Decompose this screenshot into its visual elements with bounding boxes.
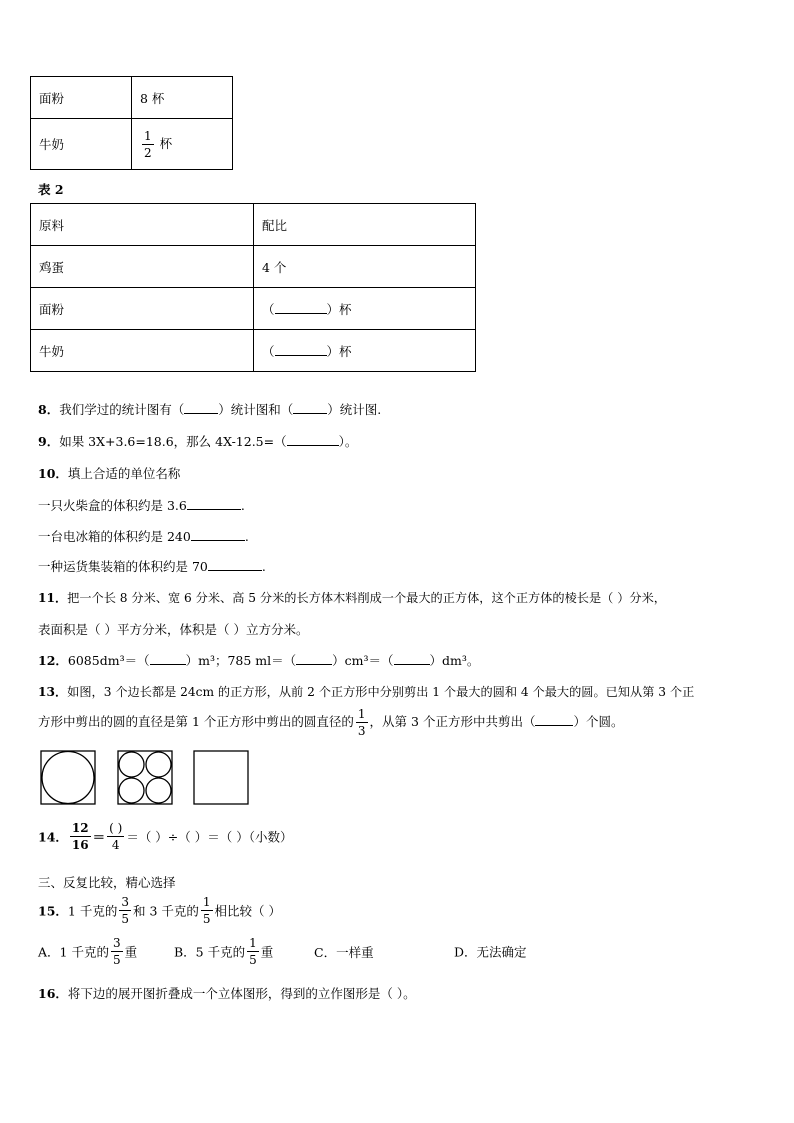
table-row <box>31 246 476 288</box>
table-cell: 鸡蛋 <box>31 246 254 288</box>
answer-blank[interactable] <box>293 401 327 414</box>
option-a[interactable]: A．1 千克的 $\frac{3}{5}$ 重 <box>38 936 138 967</box>
fraction: $\frac{12}{16}$ <box>71 821 89 852</box>
option-c[interactable]: C．一样重 <box>314 944 374 960</box>
answer-blank[interactable] <box>187 497 241 510</box>
table-row <box>31 119 233 170</box>
question-15-options <box>38 937 558 966</box>
question-10-line-1: 一只火柴盒的体积约是 3.6 . <box>38 498 245 513</box>
question-14: 14． $\frac{12}{16}$ ＝ $\frac{( )}{4}$ ＝（ ）÷（ ）＝（ ）（小数） <box>38 821 293 852</box>
answer-blank[interactable] <box>275 343 327 356</box>
small-circle <box>146 752 171 777</box>
table-row <box>31 77 233 119</box>
answer-blank[interactable] <box>287 433 339 446</box>
question-15: 15．1 千克的 $\frac{3}{5}$ 和 3 千克的 $\frac{1}{5}$ 相比较（ ） <box>38 895 282 926</box>
large-circle <box>42 752 94 804</box>
small-circle <box>119 778 144 803</box>
table-header-cell: 原料 <box>31 204 254 246</box>
table-row <box>31 288 476 330</box>
fraction: $\frac{3}{5}$ <box>112 936 121 967</box>
question-16: 16．将下边的展开图折叠成一个立体图形，得到的立作图形是（ ）。 <box>38 986 416 1001</box>
table-cell: 牛奶 <box>31 119 132 170</box>
section-3-title: 三、反复比较，精心选择 <box>38 875 176 890</box>
table-cell: 面粉 <box>31 288 254 330</box>
answer-blank[interactable] <box>394 652 430 665</box>
answer-blank[interactable] <box>150 652 186 665</box>
square-3 <box>194 751 248 804</box>
question-10-line-3: 一种运货集装箱的体积约是 70 . <box>38 559 266 574</box>
fraction: $\frac{1}{5}$ <box>249 936 257 967</box>
small-circle <box>119 752 144 777</box>
fraction: $\frac{( )}{4}$ <box>109 821 123 852</box>
squares-diagram <box>40 750 250 806</box>
fraction: $\frac{1}{5}$ <box>202 895 211 926</box>
table-cell: 面粉 <box>31 77 132 119</box>
question-11-line-1: 11．把一个长 8 分米、宽 6 分米、高 5 分米的长方体木料削成一个最大的正方体，这个正方体的棱长是（ ）分米， <box>38 591 666 605</box>
table-cell: 牛奶 <box>31 330 254 372</box>
question-11-line-2: 表面积是（ ）平方分米，体积是（ ）立方分米。 <box>38 622 309 637</box>
table-cell: （ ）杯 <box>254 288 476 330</box>
fraction: $\frac{1}{3}$ <box>357 707 366 738</box>
question-13-line-1: 13．如图，3 个边长都是 24cm 的正方形，从前 2 个正方形中分别剪出 1 个最大的圆和 4 个最大的圆。已知从第 3 个正 <box>38 685 695 699</box>
fraction: $\frac{1}{2}$ <box>144 128 152 160</box>
answer-blank[interactable] <box>184 401 218 414</box>
answer-blank[interactable] <box>535 713 573 726</box>
table-row <box>31 330 476 372</box>
table-row <box>31 204 476 246</box>
table-header-cell: 配比 <box>254 204 476 246</box>
question-13-line-2: 方形中剪出的圆的直径是第 1 个正方形中剪出的圆直径的 $\frac{1}{3}$ ，从第 3 个正方形中共剪出（ ）个圆。 <box>38 707 624 738</box>
answer-blank[interactable] <box>191 528 245 541</box>
fraction: $\frac{3}{5}$ <box>121 895 129 926</box>
circles-in-squares-figure <box>40 750 250 809</box>
answer-blank[interactable] <box>208 558 262 571</box>
table-cell: 8 杯 <box>132 77 233 119</box>
small-circle <box>146 778 171 803</box>
table-2-caption: 表 2 <box>38 182 64 197</box>
table-cell: $\frac{1}{2}$ 杯 <box>132 119 233 170</box>
question-10: 10．填上合适的单位名称 <box>38 466 181 481</box>
question-10-line-2: 一台电冰箱的体积约是 240 . <box>38 529 249 544</box>
answer-blank[interactable] <box>296 652 332 665</box>
table-cell: 4 个 <box>254 246 476 288</box>
table-cell: （ ）杯 <box>254 330 476 372</box>
option-b[interactable]: B．5 千克的 $\frac{1}{5}$ 重 <box>174 936 274 967</box>
table-2 <box>30 203 476 372</box>
answer-blank[interactable] <box>275 301 327 314</box>
question-8: 8．我们学过的统计图有（ ）统计图和（ ）统计图. <box>38 402 382 417</box>
square-2 <box>118 751 172 804</box>
option-d[interactable]: D．无法确定 <box>454 944 527 960</box>
question-12: 12．6085dm³＝（ ）m³；785 ml＝（ ）cm³＝（ ）dm³。 <box>38 653 480 668</box>
table-1 <box>30 76 233 170</box>
question-9: 9．如果 3X+3.6=18.6，那么 4X-12.5=（ ）。 <box>38 434 358 449</box>
